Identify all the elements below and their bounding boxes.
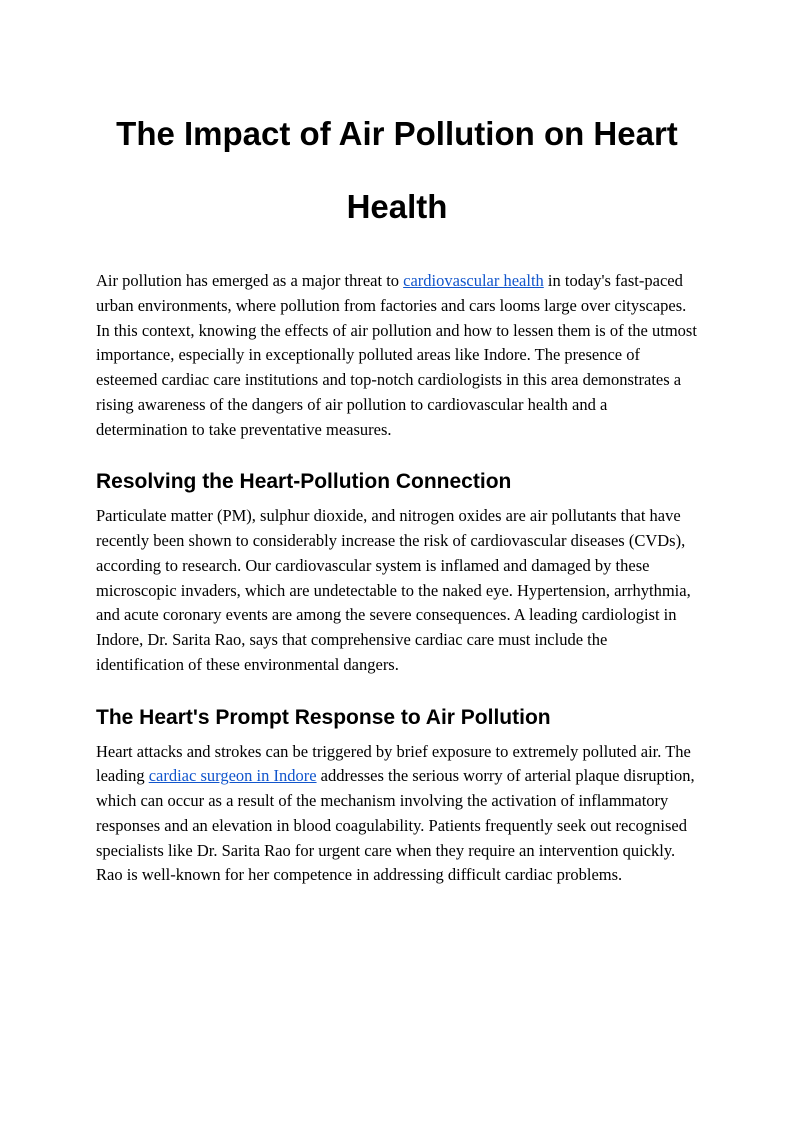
paragraph-intro (96, 269, 698, 442)
paragraph-prompt-response-text-before: Heart attacks and strokes can be triggered by brief exposure to extremely polluted air. The leading (96, 741, 691, 786)
paragraph-prompt-response-text-after: addresses the serious worry of arterial plaque disruption, which can occur as a result of the mechanism involving the activation of inflammatory responses and an elevation in blood coagulability. Patients frequently seek out recognised specialists like Dr. Sarita Rao for urgent care when they require an intervention quickly. Rao is well-known for her competence in addressing difficult cardiac problems. (96, 766, 695, 885)
section-heading-prompt-response: The Heart's Prompt Response to Air Pollution (96, 705, 551, 729)
paragraph-prompt-response (96, 740, 698, 889)
paragraph-heart-pollution-connection: Particulate matter (PM), sulphur dioxide, and nitrogen oxides are air pollutants that have recently been shown to considerably increase the risk of cardiovascular diseases (CVDs), according to research. Our cardiovascular system is inflamed and damaged by these microscopic invaders, which are undetectable to the naked eye. Hypertension, arrhythmia, and acute coronary events are among the severe consequences. A leading cardiologist in Indore, Dr. Sarita Rao, says that comprehensive cardiac care must include the identification of these environmental dangers. (96, 506, 691, 674)
paragraph-intro-text-after: in today's fast-paced urban environments, where pollution from factories and cars looms large over cityscapes. In this context, knowing the effects of air pollution and how to lessen them is of the utmost importance, especially in exceptionally polluted areas like Indore. The presence of esteemed cardiac care institutions and top-notch cardiologists in this area demonstrates a rising awareness of the dangers of air pollution to cardiovascular health and a determination to take preventative measures. (96, 271, 697, 439)
document-title: The Impact of Air Pollution on Heart Health (116, 115, 678, 225)
paragraph-intro-text-before: Air pollution has emerged as a major threat to (96, 271, 404, 291)
section-heading-heart-pollution-connection: Resolving the Heart-Pollution Connection (96, 470, 512, 494)
link-cardiovascular-health[interactable]: cardiovascular health (403, 271, 544, 291)
link-cardiac-surgeon-in-indore[interactable]: cardiac surgeon in Indore (148, 766, 317, 786)
